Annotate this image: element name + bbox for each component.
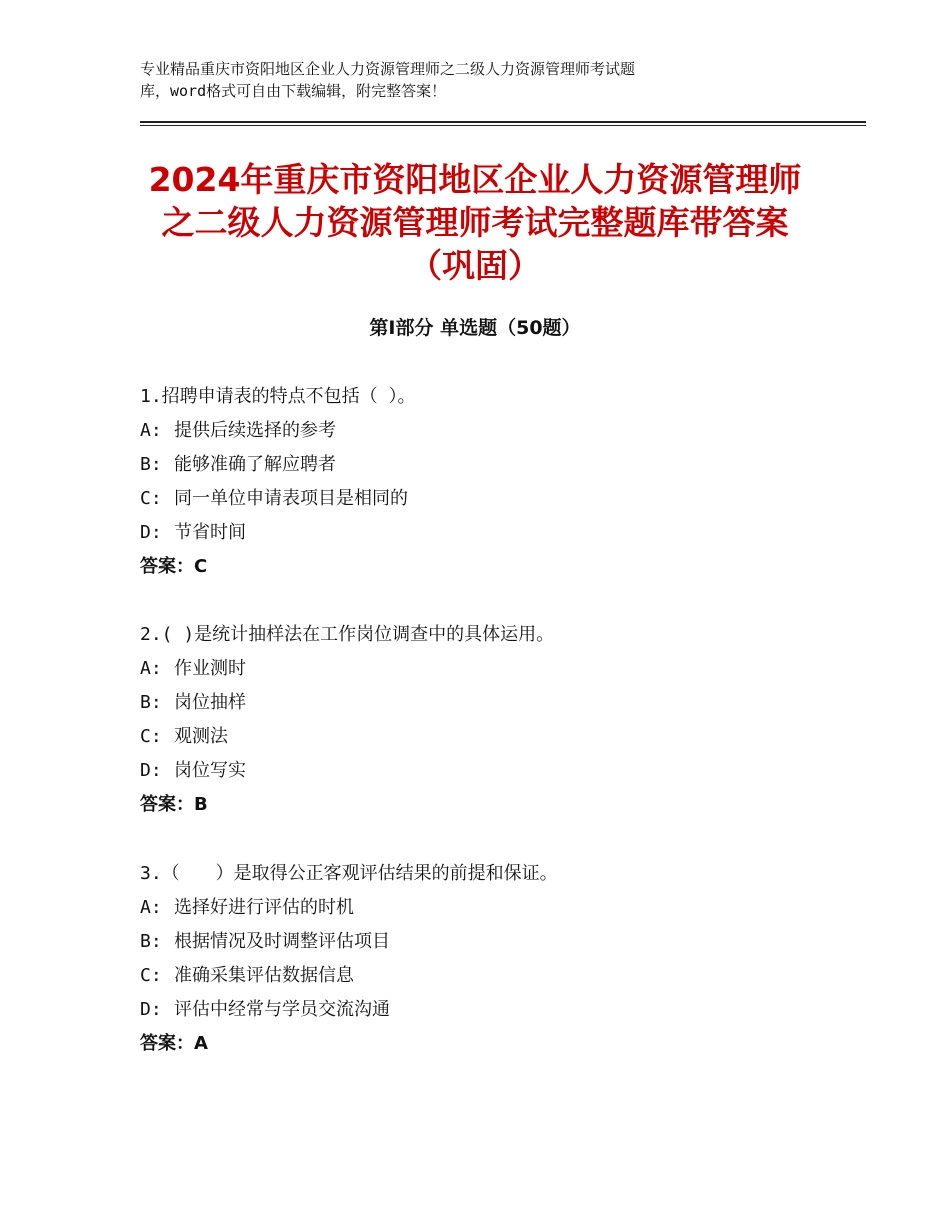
- option-label: D:: [140, 760, 162, 781]
- option-label: B:: [140, 692, 162, 713]
- question-1: [140, 380, 860, 584]
- question-stem: 1.招聘申请表的特点不包括（ ）。: [140, 386, 416, 407]
- option-text: 节省时间: [174, 522, 246, 543]
- option-text: 作业测时: [174, 658, 246, 679]
- question-stem: 3.（ ）是取得公正客观评估结果的前提和保证。: [140, 863, 558, 884]
- answer: 答案：A: [140, 1033, 208, 1054]
- option-text: 选择好进行评估的时机: [174, 897, 354, 918]
- option-label: B:: [140, 454, 162, 475]
- option-c: [140, 720, 860, 754]
- option-text: 岗位抽样: [174, 692, 246, 713]
- option-d: [140, 754, 860, 788]
- document-title-line-2: 之二级人力资源管理师考试完整题库带答案: [161, 203, 789, 242]
- document-title-line-3: （巩固）: [409, 246, 541, 285]
- question-3: [140, 857, 860, 1061]
- answer: 答案：C: [140, 556, 208, 577]
- section-heading: 第Ⅰ部分 单选题（50题）: [369, 317, 581, 339]
- header-divider-thick: [140, 121, 866, 123]
- option-label: A:: [140, 897, 162, 918]
- document-title: [120, 158, 830, 287]
- option-text: 同一单位申请表项目是相同的: [174, 488, 408, 509]
- option-label: A:: [140, 420, 162, 441]
- question-2: [140, 618, 860, 822]
- option-label: C:: [140, 488, 162, 509]
- option-label: C:: [140, 965, 162, 986]
- option-text: 观测法: [174, 726, 228, 747]
- option-label: C:: [140, 726, 162, 747]
- option-label: D:: [140, 522, 162, 543]
- option-a: [140, 652, 860, 686]
- option-c: [140, 482, 860, 516]
- option-a: [140, 891, 860, 925]
- answer: 答案：B: [140, 794, 208, 815]
- question-stem: 2.( )是统计抽样法在工作岗位调查中的具体运用。: [140, 624, 555, 645]
- option-b: [140, 686, 860, 720]
- document-title-line-1: 2024年重庆市资阳地区企业人力资源管理师: [148, 160, 802, 199]
- option-text: 岗位写实: [174, 760, 246, 781]
- option-text: 根据情况及时调整评估项目: [174, 931, 390, 952]
- option-text: 准确采集评估数据信息: [174, 965, 354, 986]
- option-b: [140, 925, 860, 959]
- option-label: B:: [140, 931, 162, 952]
- header-note-line-1: 专业精品重庆市资阳地区企业人力资源管理师之二级人力资源管理师考试题: [140, 60, 636, 78]
- option-d: [140, 993, 860, 1027]
- header-note-line-2: 库，word格式可自由下载编辑，附完整答案！: [140, 82, 447, 100]
- option-b: [140, 448, 860, 482]
- option-label: D:: [140, 999, 162, 1020]
- header-note: [140, 58, 780, 102]
- option-d: [140, 516, 860, 550]
- option-label: A:: [140, 658, 162, 679]
- header-divider-thin: [140, 125, 866, 126]
- option-c: [140, 959, 860, 993]
- option-text: 能够准确了解应聘者: [174, 454, 336, 475]
- option-a: [140, 414, 860, 448]
- option-text: 提供后续选择的参考: [174, 420, 336, 441]
- option-text: 评估中经常与学员交流沟通: [174, 999, 390, 1020]
